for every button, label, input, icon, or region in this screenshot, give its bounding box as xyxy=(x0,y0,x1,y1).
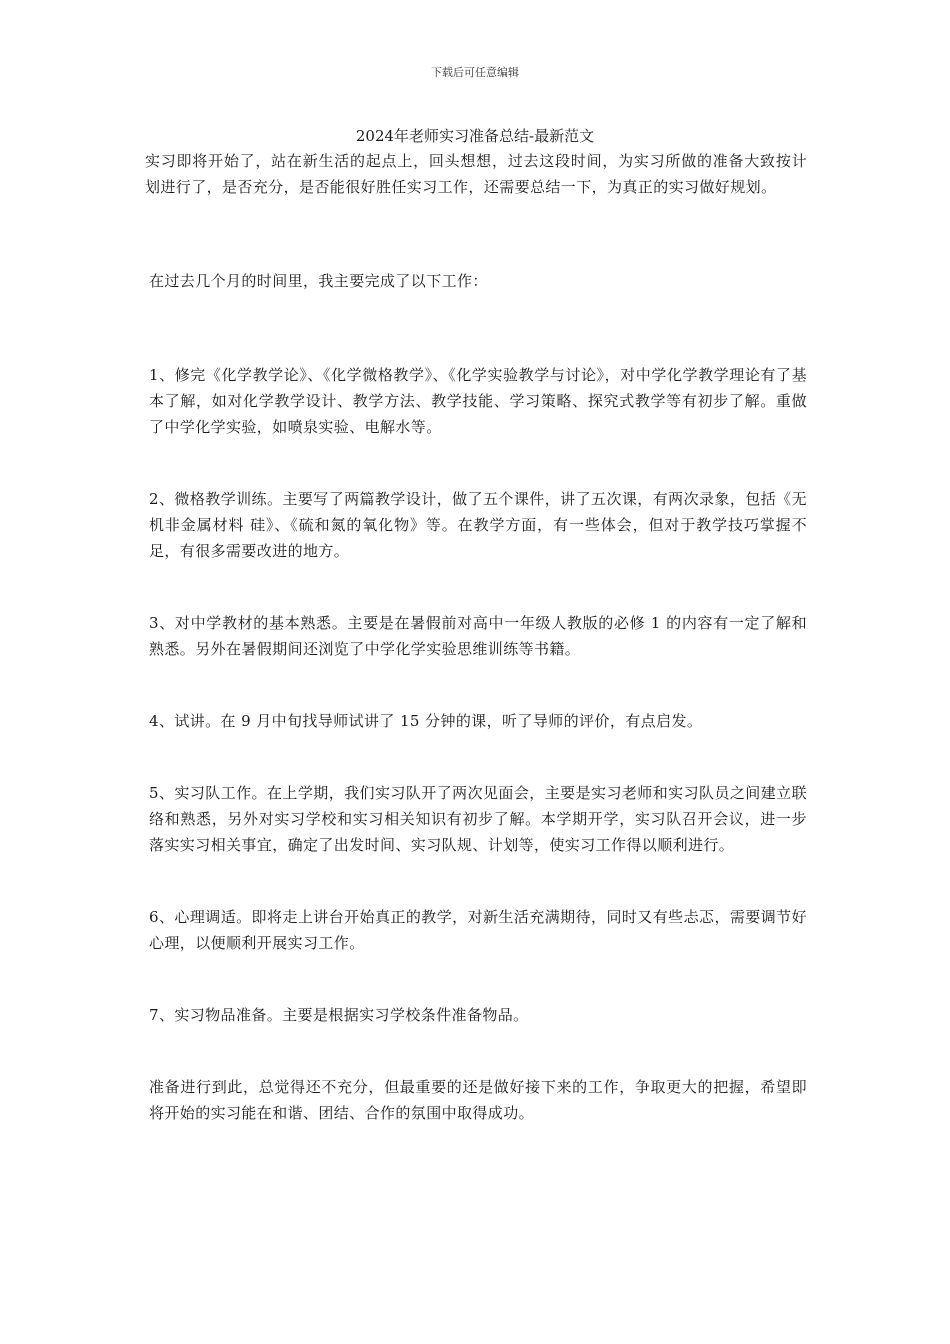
paragraph-spacer xyxy=(145,294,807,362)
document-title: 2024年老师实习准备总结-最新范文 xyxy=(355,127,595,145)
paragraph-item-4: 4、试讲。在 9 月中旬找导师试讲了 15 分钟的课，听了导师的评价，有点启发。 xyxy=(149,712,703,730)
paragraph-item-3: 3、对中学教材的基本熟悉。主要是在暑假前对高中一年级人教版的必修 1 的内容有一定了解和熟悉。另外在暑假期间还浏览了中学化学实验思维训练等书籍。 xyxy=(149,614,807,658)
paragraph-spacer xyxy=(145,956,807,1002)
paragraph-spacer xyxy=(145,564,807,610)
paragraph-item-2: 2、微格教学训练。主要写了两篇教学设计，做了五个课件，讲了五次课，有两次录象，包括《无机非金属材料 硅》、《硫和氮的氧化物》等。在教学方面，有一些体会，但对于教学技巧掌握不足，有很多需要改进的地方。 xyxy=(149,490,807,560)
paragraph-item-5: 5、实习队工作。在上学期，我们实习队开了两次见面会，主要是实习老师和实习队员之间建立联络和熟悉，另外对实习学校和实习相关知识有初步了解。本学期开学，实习队召开会议，进一步落实实习相关事宜，确定了出发时间、实习队规、计划等，使实习工作得以顺利进行。 xyxy=(149,784,807,854)
paragraph-spacer xyxy=(145,662,807,708)
paragraph-conclusion: 准备进行到此，总觉得还不充分，但最重要的还是做好接下来的工作，争取更大的把握，希望即将开始的实习能在和谐、团结、合作的氛围中取得成功。 xyxy=(149,1078,807,1122)
paragraph-item-6: 6、心理调适。即将走上讲台开始真正的教学，对新生活充满期待，同时又有些忐忑，需要调节好心理，以便顺利开展实习工作。 xyxy=(149,908,807,952)
paragraph-intro: 实习即将开始了，站在新生活的起点上，回头想想，过去这段时间，为实习所做的准备大致按计划进行了，是否充分，是否能很好胜任实习工作，还需要总结一下，为真正的实习做好规划。 xyxy=(145,152,807,196)
paragraph-spacer xyxy=(145,734,807,780)
header-note: 下载后可任意编辑 xyxy=(431,66,519,79)
paragraph-spacer xyxy=(145,440,807,486)
paragraph-summary-lead: 在过去几个月的时间里，我主要完成了以下工作： xyxy=(149,272,488,290)
paragraph-spacer xyxy=(145,200,807,268)
paragraph-item-7: 7、实习物品准备。主要是根据实习学校条件准备物品。 xyxy=(149,1006,529,1024)
paragraph-spacer xyxy=(145,1028,807,1074)
paragraph-item-1: 1、修完《化学教学论》、《化学微格教学》、《化学实验教学与讨论》，对中学化学教学理论有了基本了解，如对化学教学设计、教学方法、教学技能、学习策略、探究式教学等有初步了解。重做了中学化学实验，如喷泉实验、电解水等。 xyxy=(149,366,807,436)
document-body xyxy=(145,148,807,1126)
paragraph-spacer xyxy=(145,858,807,904)
